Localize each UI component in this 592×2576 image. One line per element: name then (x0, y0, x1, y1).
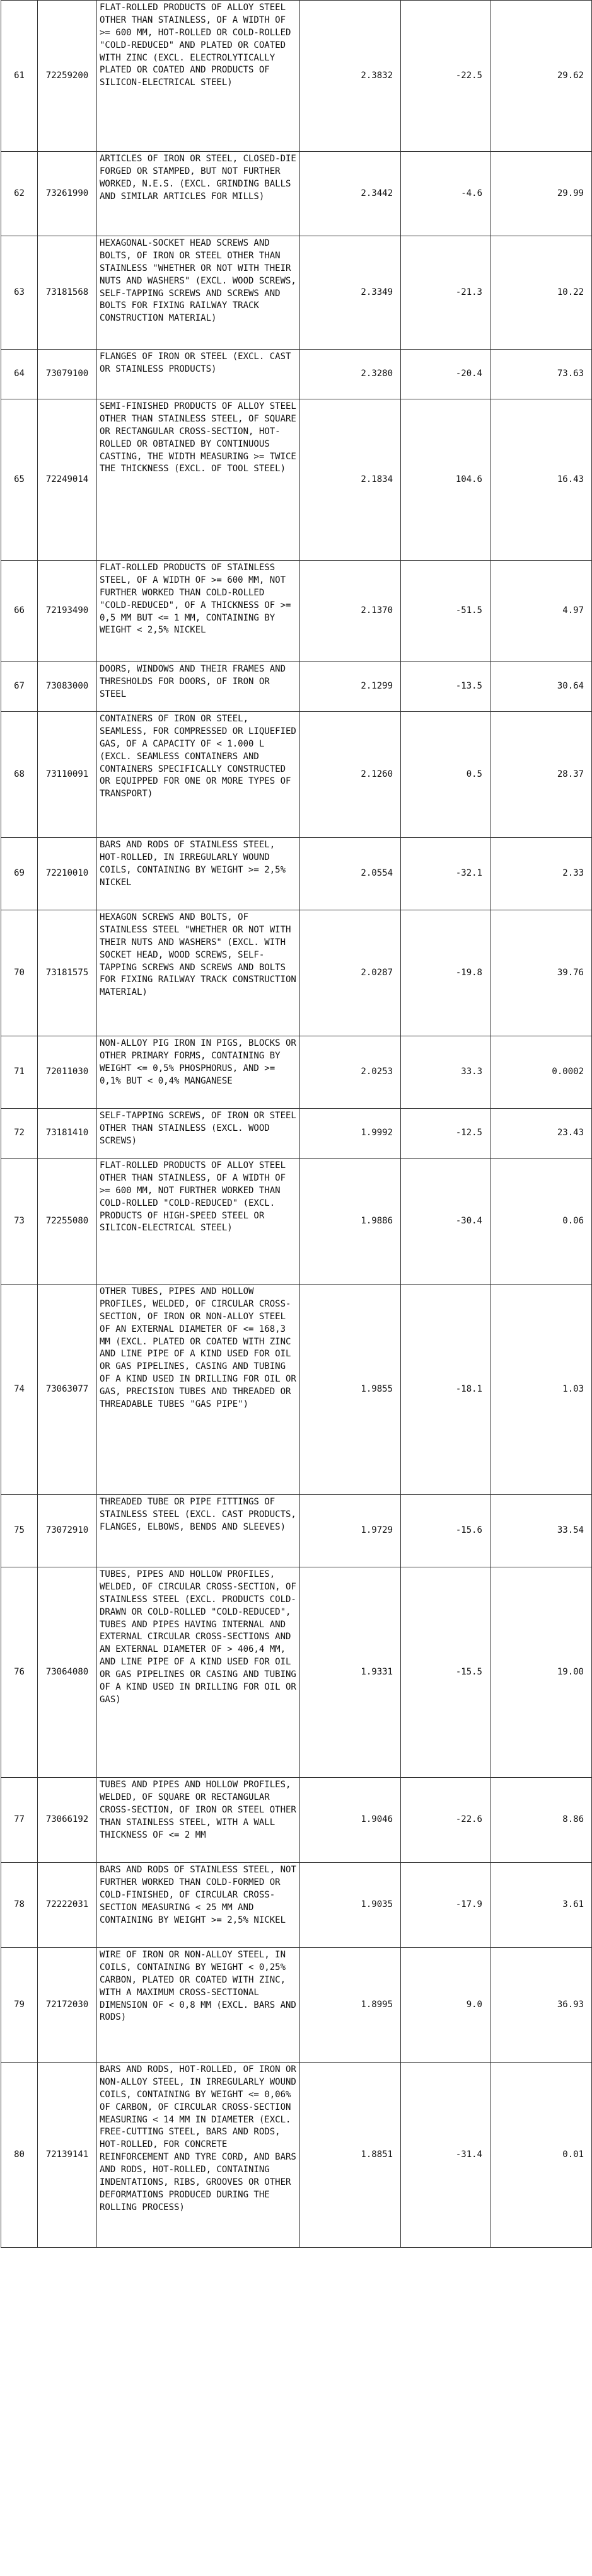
change-percent: -20.4 (401, 350, 490, 399)
row-number: 67 (1, 662, 38, 712)
value-primary: 1.9046 (300, 1778, 401, 1863)
product-code: 72193490 (38, 561, 97, 662)
product-description: WIRE OF IRON OR NON-ALLOY STEEL, IN COILS, CONTAINING BY WEIGHT < 0,25% CARBON, PLATED OR COATED WITH ZINC, WITH A MAXIMUM CROSS-SECTIONAL DIMENSION OF < 0,8 MM (EXCL. BARS AND RODS) (97, 1948, 300, 2063)
product-description: FLAT-ROLLED PRODUCTS OF ALLOY STEEL OTHER THAN STAINLESS, OF A WIDTH OF >= 600 MM, HOT-ROLLED OR COLD-ROLLED "COLD-REDUCED" AND PLATED OR COATED WITH ZINC (EXCL. ELECTROLYTICALLY PLATED OR COATED AND PRODUCTS OF SILICON-ELECTRICAL STEEL) (97, 1, 300, 152)
product-code: 73083000 (38, 662, 97, 712)
share-percent: 3.61 (490, 1863, 592, 1948)
value-primary: 2.3442 (300, 152, 401, 236)
row-number: 68 (1, 712, 38, 838)
value-primary: 1.9729 (300, 1495, 401, 1567)
product-description: FLAT-ROLLED PRODUCTS OF STAINLESS STEEL, OF A WIDTH OF >= 600 MM, NOT FURTHER WORKED THAN COLD-ROLLED "COLD-REDUCED", OF A THICKNESS OF >= 0,5 MM BUT <= 1 MM, CONTAINING BY WEIGHT < 2,5% NICKEL (97, 561, 300, 662)
change-percent: -32.1 (401, 838, 490, 910)
table-row (1, 1159, 592, 1285)
product-code: 72255080 (38, 1159, 97, 1285)
value-primary: 2.3280 (300, 350, 401, 399)
change-percent: -4.6 (401, 152, 490, 236)
row-number: 69 (1, 838, 38, 910)
share-percent: 33.54 (490, 1495, 592, 1567)
share-percent: 36.93 (490, 1948, 592, 2063)
product-description: HEXAGONAL-SOCKET HEAD SCREWS AND BOLTS, OF IRON OR STEEL OTHER THAN STAINLESS "WHETHER OR NOT WITH THEIR NUTS AND WASHERS" (EXCL. WOOD SCREWS, SELF-TAPPING SCREWS AND SCREWS AND BOLTS FOR FIXING RAILWAY TRACK CONSTRUCTION MATERIAL) (97, 236, 300, 350)
row-number: 78 (1, 1863, 38, 1948)
value-primary: 2.1299 (300, 662, 401, 712)
trade-products-table (1, 0, 592, 2248)
product-code: 72139141 (38, 2063, 97, 2248)
row-number: 64 (1, 350, 38, 399)
table-row (1, 561, 592, 662)
value-primary: 2.3832 (300, 1, 401, 152)
share-percent: 1.03 (490, 1285, 592, 1495)
table-row (1, 712, 592, 838)
table-row (1, 2063, 592, 2248)
product-description: SELF-TAPPING SCREWS, OF IRON OR STEEL OTHER THAN STAINLESS (EXCL. WOOD SCREWS) (97, 1109, 300, 1159)
table-row (1, 1863, 592, 1948)
value-primary: 2.0554 (300, 838, 401, 910)
product-description: NON-ALLOY PIG IRON IN PIGS, BLOCKS OR OTHER PRIMARY FORMS, CONTAINING BY WEIGHT <= 0,5% PHOSPHORUS, AND >= 0,1% BUT < 0,4% MANGANESE (97, 1036, 300, 1109)
change-percent: -15.6 (401, 1495, 490, 1567)
change-percent: -51.5 (401, 561, 490, 662)
value-primary: 2.1370 (300, 561, 401, 662)
change-percent: 0.5 (401, 712, 490, 838)
share-percent: 16.43 (490, 399, 592, 561)
share-percent: 29.62 (490, 1, 592, 152)
value-primary: 1.9886 (300, 1159, 401, 1285)
share-percent: 28.37 (490, 712, 592, 838)
table-row (1, 1285, 592, 1495)
row-number: 74 (1, 1285, 38, 1495)
product-code: 73181410 (38, 1109, 97, 1159)
change-percent: -22.5 (401, 1, 490, 152)
product-description: CONTAINERS OF IRON OR STEEL, SEAMLESS, FOR COMPRESSED OR LIQUEFIED GAS, OF A CAPACITY OF < 1.000 L (EXCL. SEAMLESS CONTAINERS AND CONTAINERS SPECIFICALLY CONSTRUCTED OR EQUIPPED FOR ONE OR MORE TYPES OF TRANSPORT) (97, 712, 300, 838)
value-primary: 1.9992 (300, 1109, 401, 1159)
table-row (1, 838, 592, 910)
value-primary: 2.0287 (300, 910, 401, 1036)
product-code: 72259200 (38, 1, 97, 152)
product-code: 72172030 (38, 1948, 97, 2063)
row-number: 73 (1, 1159, 38, 1285)
row-number: 66 (1, 561, 38, 662)
share-percent: 0.01 (490, 2063, 592, 2248)
row-number: 65 (1, 399, 38, 561)
share-percent: 8.86 (490, 1778, 592, 1863)
product-code: 73072910 (38, 1495, 97, 1567)
change-percent: -12.5 (401, 1109, 490, 1159)
product-description: TUBES AND PIPES AND HOLLOW PROFILES, WELDED, OF SQUARE OR RECTANGULAR CROSS-SECTION, OF IRON OR STEEL OTHER THAN STAINLESS STEEL, WITH A WALL THICKNESS OF <= 2 MM (97, 1778, 300, 1863)
table-row (1, 1778, 592, 1863)
row-number: 63 (1, 236, 38, 350)
table-row (1, 152, 592, 236)
row-number: 76 (1, 1567, 38, 1778)
table-row (1, 350, 592, 399)
table-row (1, 1036, 592, 1109)
product-description: FLAT-ROLLED PRODUCTS OF ALLOY STEEL OTHER THAN STAINLESS, OF A WIDTH OF >= 600 MM, NOT FURTHER WORKED THAN COLD-ROLLED "COLD-REDUCED" (EXCL. PRODUCTS OF HIGH-SPEED STEEL OR SILICON-ELECTRICAL STEEL) (97, 1159, 300, 1285)
product-code: 73181568 (38, 236, 97, 350)
table-row (1, 1948, 592, 2063)
change-percent: -13.5 (401, 662, 490, 712)
change-percent: -15.5 (401, 1567, 490, 1778)
share-percent: 4.97 (490, 561, 592, 662)
product-description: FLANGES OF IRON OR STEEL (EXCL. CAST OR STAINLESS PRODUCTS) (97, 350, 300, 399)
share-percent: 39.76 (490, 910, 592, 1036)
row-number: 77 (1, 1778, 38, 1863)
product-code: 72222031 (38, 1863, 97, 1948)
share-percent: 29.99 (490, 152, 592, 236)
table-row (1, 1567, 592, 1778)
product-description: BARS AND RODS OF STAINLESS STEEL, NOT FURTHER WORKED THAN COLD-FORMED OR COLD-FINISHED, OF CIRCULAR CROSS-SECTION MEASURING < 25 MM AND CONTAINING BY WEIGHT >= 2,5% NICKEL (97, 1863, 300, 1948)
change-percent: -31.4 (401, 2063, 490, 2248)
value-primary: 2.3349 (300, 236, 401, 350)
product-description: DOORS, WINDOWS AND THEIR FRAMES AND THRESHOLDS FOR DOORS, OF IRON OR STEEL (97, 662, 300, 712)
table-row (1, 662, 592, 712)
product-code: 73110091 (38, 712, 97, 838)
table-body (1, 1, 592, 2248)
product-description: THREADED TUBE OR PIPE FITTINGS OF STAINLESS STEEL (EXCL. CAST PRODUCTS, FLANGES, ELBOWS, BENDS AND SLEEVES) (97, 1495, 300, 1567)
product-code: 73261990 (38, 152, 97, 236)
table-row (1, 1, 592, 152)
product-code: 73064080 (38, 1567, 97, 1778)
product-description: TUBES, PIPES AND HOLLOW PROFILES, WELDED, OF CIRCULAR CROSS-SECTION, OF STAINLESS STEEL (EXCL. PRODUCTS COLD-DRAWN OR COLD-ROLLED "COLD-REDUCED", TUBES AND PIPES HAVING INTERNAL AND EXTERNAL CIRCULAR CROSS-SECTIONS AND AN EXTERNAL DIAMETER OF > 406,4 MM, AND LINE PIPE OF A KIND USED FOR OIL OR GAS PIPELINES OR CASING AND TUBING OF A KIND USED IN DRILLING FOR OIL OR GAS) (97, 1567, 300, 1778)
share-percent: 0.06 (490, 1159, 592, 1285)
change-percent: -19.8 (401, 910, 490, 1036)
share-percent: 30.64 (490, 662, 592, 712)
change-percent: -22.6 (401, 1778, 490, 1863)
product-code: 73066192 (38, 1778, 97, 1863)
row-number: 75 (1, 1495, 38, 1567)
share-percent: 0.0002 (490, 1036, 592, 1109)
table-row (1, 236, 592, 350)
change-percent: -30.4 (401, 1159, 490, 1285)
value-primary: 1.8851 (300, 2063, 401, 2248)
product-description: HEXAGON SCREWS AND BOLTS, OF STAINLESS STEEL "WHETHER OR NOT WITH THEIR NUTS AND WASHERS" (EXCL. WITH SOCKET HEAD, WOOD SCREWS, SELF-TAPPING SCREWS AND SCREWS AND BOLTS FOR FIXING RAILWAY TRACK CONSTRUCTION MATERIAL) (97, 910, 300, 1036)
product-code: 72249014 (38, 399, 97, 561)
product-code: 73063077 (38, 1285, 97, 1495)
row-number: 61 (1, 1, 38, 152)
product-description: SEMI-FINISHED PRODUCTS OF ALLOY STEEL OTHER THAN STAINLESS STEEL, OF SQUARE OR RECTANGULAR CROSS-SECTION, HOT-ROLLED OR OBTAINED BY CONTINUOUS CASTING, THE WIDTH MEASURING >= TWICE THE THICKNESS (EXCL. OF TOOL STEEL) (97, 399, 300, 561)
product-code: 72011030 (38, 1036, 97, 1109)
row-number: 62 (1, 152, 38, 236)
value-primary: 1.9331 (300, 1567, 401, 1778)
change-percent: -18.1 (401, 1285, 490, 1495)
table-row (1, 1495, 592, 1567)
row-number: 72 (1, 1109, 38, 1159)
change-percent: 104.6 (401, 399, 490, 561)
change-percent: -21.3 (401, 236, 490, 350)
row-number: 79 (1, 1948, 38, 2063)
product-description: ARTICLES OF IRON OR STEEL, CLOSED-DIE FORGED OR STAMPED, BUT NOT FURTHER WORKED, N.E.S. (EXCL. GRINDING BALLS AND SIMILAR ARTICLES FOR MILLS) (97, 152, 300, 236)
row-number: 71 (1, 1036, 38, 1109)
share-percent: 2.33 (490, 838, 592, 910)
value-primary: 1.9855 (300, 1285, 401, 1495)
value-primary: 2.0253 (300, 1036, 401, 1109)
product-description: BARS AND RODS, HOT-ROLLED, OF IRON OR NON-ALLOY STEEL, IN IRREGULARLY WOUND COILS, CONTAINING BY WEIGHT <= 0,06% OF CARBON, OF CIRCULAR CROSS-SECTION MEASURING < 14 MM IN DIAMETER (EXCL. FREE-CUTTING STEEL, BARS AND RODS, HOT-ROLLED, FOR CONCRETE REINFORCEMENT AND TYRE CORD, AND BARS AND RODS, HOT-ROLLED, CONTAINING INDENTATIONS, RIBS, GROOVES OR OTHER DEFORMATIONS PRODUCED DURING THE ROLLING PROCESS) (97, 2063, 300, 2248)
value-primary: 2.1260 (300, 712, 401, 838)
change-percent: 9.0 (401, 1948, 490, 2063)
product-code: 73079100 (38, 350, 97, 399)
row-number: 70 (1, 910, 38, 1036)
change-percent: 33.3 (401, 1036, 490, 1109)
change-percent: -17.9 (401, 1863, 490, 1948)
table-row (1, 399, 592, 561)
table-row (1, 1109, 592, 1159)
share-percent: 73.63 (490, 350, 592, 399)
product-code: 73181575 (38, 910, 97, 1036)
value-primary: 2.1834 (300, 399, 401, 561)
share-percent: 19.00 (490, 1567, 592, 1778)
product-description: OTHER TUBES, PIPES AND HOLLOW PROFILES, WELDED, OF CIRCULAR CROSS-SECTION, OF IRON OR NON-ALLOY STEEL OF AN EXTERNAL DIAMETER OF <= 168,3 MM (EXCL. PLATED OR COATED WITH ZINC AND LINE PIPE OF A KIND USED FOR OIL OR GAS PIPELINES, CASING AND TUBING OF A KIND USED IN DRILLING FOR OIL OR GAS, PRECISION TUBES AND THREADED OR THREADABLE TUBES "GAS PIPE") (97, 1285, 300, 1495)
share-percent: 10.22 (490, 236, 592, 350)
table-row (1, 910, 592, 1036)
share-percent: 23.43 (490, 1109, 592, 1159)
product-description: BARS AND RODS OF STAINLESS STEEL, HOT-ROLLED, IN IRREGULARLY WOUND COILS, CONTAINING BY WEIGHT >= 2,5% NICKEL (97, 838, 300, 910)
row-number: 80 (1, 2063, 38, 2248)
value-primary: 1.9035 (300, 1863, 401, 1948)
product-code: 72210010 (38, 838, 97, 910)
value-primary: 1.8995 (300, 1948, 401, 2063)
